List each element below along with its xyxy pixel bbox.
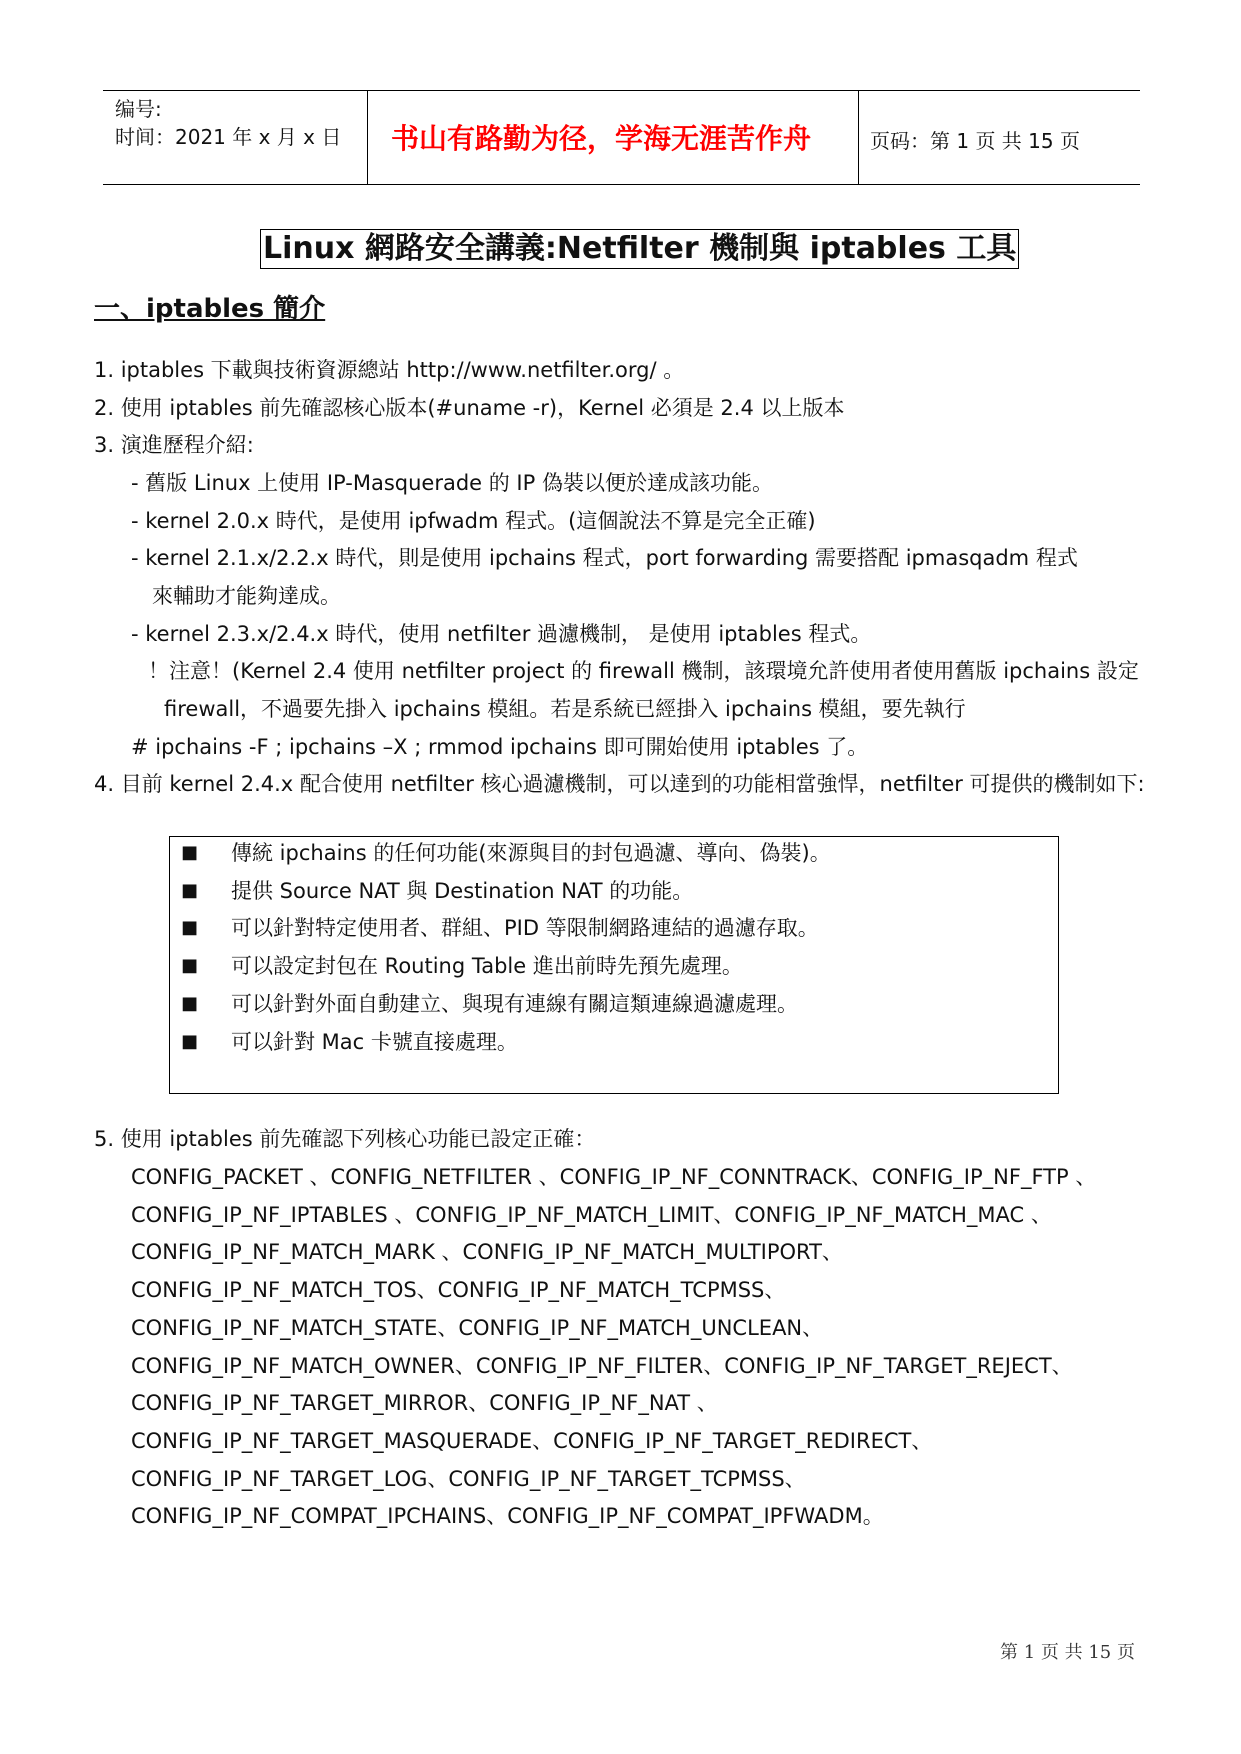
feature-item: 可以針對特定使用者、群組、PID 等限制網路連結的過濾存取。 xyxy=(231,916,819,941)
time-label: 时间：2021 年 x 月 x 日 xyxy=(115,125,342,149)
list-item: firewall，不過要先掛入 ipchains 模組。若是系統已經掛入 ipchains 模組，要先執行 xyxy=(164,697,966,721)
bullet-icon: ■ xyxy=(181,992,199,1014)
config-line: CONFIG_IP_NF_TARGET_LOG、CONFIG_IP_NF_TARGET_TCPMSS、 xyxy=(131,1466,806,1491)
list-item: 2. 使用 iptables 前先確認核心版本(#uname -r)，Kernel 必須是 2.4 以上版本 xyxy=(94,396,845,420)
page-footer: 第 1 页 共 15 页 xyxy=(1000,1642,1135,1663)
header-meta-cell xyxy=(103,91,368,184)
config-line: CONFIG_IP_NF_MATCH_OWNER、CONFIG_IP_NF_FILTER、CONFIG_IP_NF_TARGET_REJECT、 xyxy=(131,1353,1073,1378)
config-line: CONFIG_IP_NF_COMPAT_IPCHAINS、CONFIG_IP_NF_COMPAT_IPFWADM。 xyxy=(131,1504,884,1529)
bullet-icon: ■ xyxy=(181,955,199,977)
config-line: CONFIG_PACKET 、CONFIG_NETFILTER 、CONFIG_IP_NF_CONNTRACK、CONFIG_IP_NF_FTP 、 xyxy=(131,1165,1097,1189)
feature-item: 提供 Source NAT 與 Destination NAT 的功能。 xyxy=(231,878,694,903)
bullet-icon: ■ xyxy=(181,842,199,863)
number-label: 编号: xyxy=(115,97,162,121)
config-line: CONFIG_IP_NF_TARGET_MASQUERADE、CONFIG_IP_NF_TARGET_REDIRECT、 xyxy=(131,1428,933,1453)
bullet-icon: ■ xyxy=(181,1030,199,1052)
header-page-cell xyxy=(858,91,1140,184)
motto: 书山有路勤为径，学海无涯苦作舟 xyxy=(391,122,812,155)
feature-item: 可以針對外面自動建立、與現有連線有關這類連線過濾處理。 xyxy=(231,991,798,1016)
feature-item: 傳統 ipchains 的任何功能(來源與目的封包過濾、導向、偽裝)。 xyxy=(231,841,831,865)
list-item: - kernel 2.3.x/2.4.x 時代，使用 netfilter 過濾機制， 是使用 iptables 程式。 xyxy=(131,622,872,646)
config-line: CONFIG_IP_NF_MATCH_MARK 、CONFIG_IP_NF_MATCH_MULTIPORT、 xyxy=(131,1240,843,1265)
config-line: CONFIG_IP_NF_MATCH_STATE、CONFIG_IP_NF_MATCH_UNCLEAN、 xyxy=(131,1315,824,1340)
list-item: ！注意！(Kernel 2.4 使用 netfilter project 的 firewall 機制，該環境允許使用者使用舊版 ipchains 設定 xyxy=(148,659,1139,683)
feature-item: 可以針對 Mac 卡號直接處理。 xyxy=(231,1029,518,1054)
list-item: 5. 使用 iptables 前先確認下列核心功能已設定正確： xyxy=(94,1127,596,1151)
config-line: CONFIG_IP_NF_TARGET_MIRROR、CONFIG_IP_NF_NAT 、 xyxy=(131,1391,718,1416)
list-item: - kernel 2.0.x 時代，是使用 ipfwadm 程式。(這個說法不算是完全正確) xyxy=(131,509,816,533)
document-header-table xyxy=(103,90,1140,185)
config-line: CONFIG_IP_NF_MATCH_TOS、CONFIG_IP_NF_MATCH_TCPMSS、 xyxy=(131,1278,786,1303)
list-item: - kernel 2.1.x/2.2.x 時代，則是使用 ipchains 程式，port forwarding 需要搭配 ipmasqadm 程式 xyxy=(131,546,1078,570)
list-item: - 舊版 Linux 上使用 IP-Masquerade 的 IP 偽裝以便於達成該功能。 xyxy=(131,471,773,495)
page-label: 页码：第 1 页 共 15 页 xyxy=(870,129,1080,153)
feature-item: 可以設定封包在 Routing Table 進出前時先預先處理。 xyxy=(231,954,743,979)
section-heading: 一、iptables 簡介 xyxy=(94,294,326,324)
header-motto-cell xyxy=(367,91,859,184)
bullet-icon: ■ xyxy=(181,917,199,939)
list-item: # ipchains -F ; ipchains –X ; rmmod ipchains 即可開始使用 iptables 了。 xyxy=(131,735,869,759)
list-item: 3. 演進歷程介紹: xyxy=(94,433,254,457)
config-line: CONFIG_IP_NF_IPTABLES 、CONFIG_IP_NF_MATCH_LIMIT、CONFIG_IP_NF_MATCH_MAC 、 xyxy=(131,1202,1052,1227)
list-item: 4. 目前 kernel 2.4.x 配合使用 netfilter 核心過濾機制，可以達到的功能相當強悍，netfilter 可提供的機制如下: xyxy=(94,772,1145,796)
list-item: 來輔助才能夠達成。 xyxy=(152,584,341,608)
bullet-icon: ■ xyxy=(181,879,199,901)
document-title: Linux 網路安全講義:Netfilter 機制與 iptables 工具 xyxy=(260,229,1019,269)
list-item: 1. iptables 下載與技術資源總站 http://www.netfilter.org/ 。 xyxy=(94,358,685,382)
